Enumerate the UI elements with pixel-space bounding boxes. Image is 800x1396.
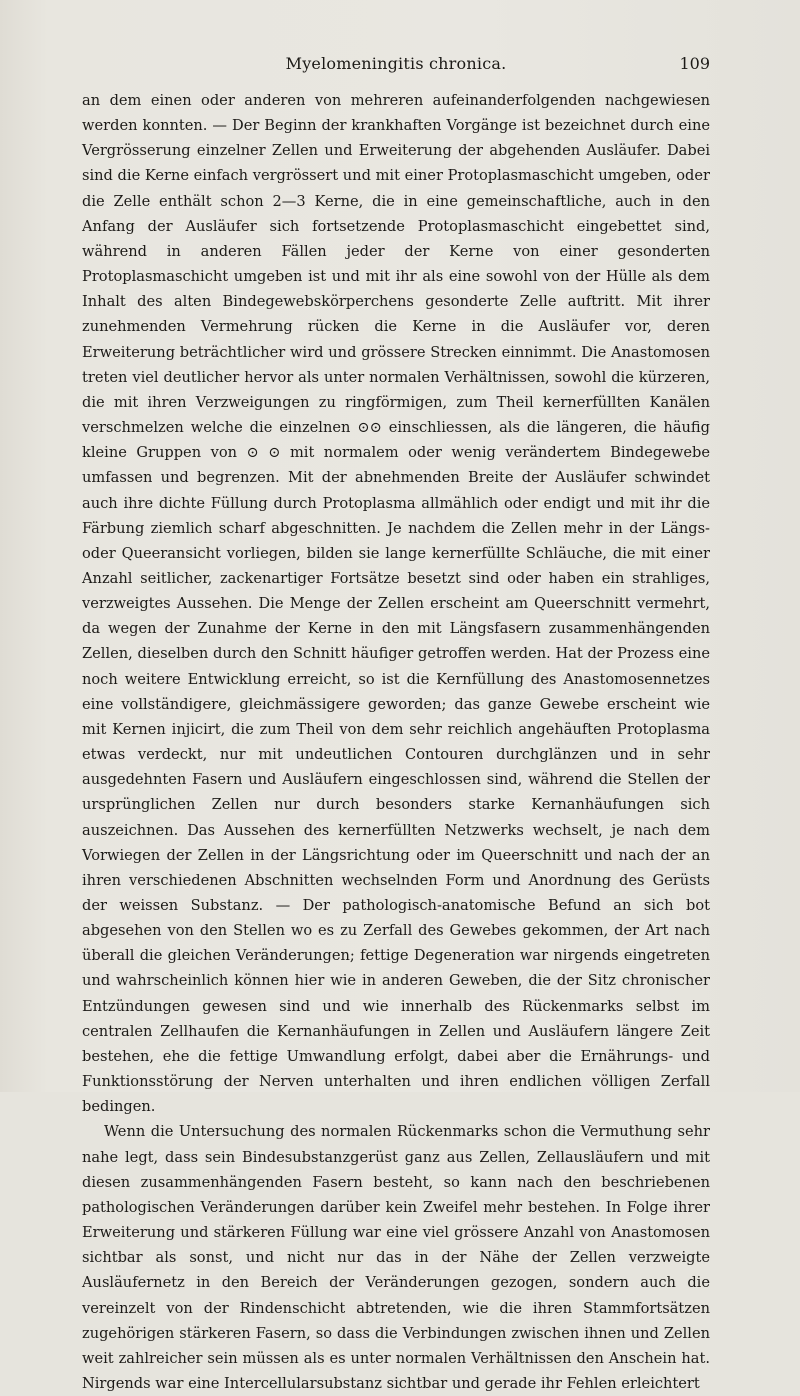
paragraph-continuation: an dem einen oder anderen von mehreren aufeinanderfolgenden nachgewiesen werden konnten. — Der Beginn der krankhaften Vorgänge ist bezeichnet durch eine Vergrösserung einzelner Zellen und Erweiterung der abgehenden Ausläufer. Dabei sind die Kerne einfach vergrössert und mit einer Protoplasmaschicht umgeben, oder die Zelle enthält schon 2—3 Kerne, die in eine gemeinschaftliche, auch in den Anfang der Ausläufer sich fortsetzende Protoplasmaschicht eingebettet sind, während in anderen Fällen jeder der Kerne von einer gesonderten Protoplasmaschicht umgeben ist und mit ihr als eine sowohl von der Hülle als dem Inhalt des alten Bindegewebskörperchens gesonderte Zelle auftritt. Mit ihrer zunehmenden Vermehrung rücken die Kerne in die Ausläufer vor, deren Erweiterung beträchtlicher wird und grössere Strecken einnimmt. Die Anastomosen treten viel deutlicher hervor als unter normalen Verhältnissen, sowohl die kürzeren, die mit ihren Verzweigungen zu ringförmigen, zum Theil kernerfüllten Kanälen verschmelzen welche die einzelnen ⊙⊙ einschliessen, als die längeren, die häufig kleine Gruppen von ⊙ ⊙ mit normalem oder wenig verändertem Bindegewebe umfassen und begrenzen. Mit der abnehmenden Breite der Ausläufer schwindet auch ihre dichte Füllung durch Protoplasma allmählich oder endigt und mit ihr die Färbung ziemlich scharf abgeschnitten. Je nachdem die Zellen mehr in der Längs- oder Queeransicht vorliegen, bilden sie lange kernerfüllte Schläuche, die mit einer Anzahl seitlicher, zackenartiger Fortsätze besetzt sind oder haben ein strahliges, verzweigtes Aussehen. Die Menge der Zellen erscheint am Queerschnitt vermehrt, da wegen der Zunahme der Kerne in den mit Längsfasern zusammenhängenden Zellen, dieselben durch den Schnitt häufiger getroffen werden. Hat der Prozess eine noch weitere Entwicklung erreicht, so ist die Kernfüllung des Anastomosennetzes eine vollständigere, gleichmässigere geworden; das ganze Gewebe erscheint wie mit Kernen injicirt, die zum Theil von dem sehr reichlich angehäuften Protoplasma etwas verdeckt, nur mit undeutlichen Contouren durchglänzen und in sehr ausgedehnten Fasern und Ausläufern eingeschlossen sind, während die Stellen der ursprünglichen Zellen nur durch besonders starke Kernanhäufungen sich auszeichnen. Das Aussehen des kernerfüllten Netzwerks wechselt, je nach dem Vorwiegen der Zellen in der Längsrichtung oder im Queerschnitt und nach der an ihren verschiedenen Abschnitten wechselnden Form und Anordnung des Gerüsts der weissen Substanz. — Der pathologisch-anatomische Befund an sich bot abgesehen von den Stellen wo es zu Zerfall des Gewebes gekommen, der Art nach überall die gleichen Veränderungen; fettige Degeneration war nirgends eingetreten und wahrscheinlich können hier wie in anderen Geweben, die der Sitz chronischer Entzündungen gewesen sind und wie innerhalb des Rückenmarks selbst im centralen Zellhaufen die Kernanhäufungen in Zellen und Ausläufern längere Zeit bestehen, ehe die fettige Umwandlung erfolgt, dabei aber die Ernährungs- und Funktionsstörung der Nerven unterhalten und ihren endlichen völligen Zerfall bedingen. — [82, 92, 710, 1116]
page-number: 109 — [679, 54, 710, 73]
body-text — [82, 88, 710, 1396]
running-title: Myelomeningitis chronica. — [285, 54, 507, 73]
running-head — [82, 54, 710, 78]
paragraph: Wenn die Untersuchung des normalen Rückenmarks schon die Vermuthung sehr nahe legt, dass sein Bindesubstanzgerüst ganz aus Zellen, Zellausläufern und mit diesen zusammenhängenden Fasern besteht, so kann nach den beschriebenen pathologischen Veränderungen darüber kein Zweifel mehr bestehen. In Folge ihrer Erweiterung und stärkeren Füllung war eine viel grössere Anzahl von Anastomosen sichtbar als sonst, und nicht nur das in der Nähe der Zellen verzweigte Ausläufernetz in den Bereich der Veränderungen gezogen, sondern auch die vereinzelt von der Rindenschicht abtretenden, wie die ihren Stammfortsätzen zugehörigen stärkeren Fasern, so dass die Verbindungen zwischen ihnen und Zellen weit zahlreicher sein müssen als es unter normalen Verhältnissen den Anschein hat. Nirgends war eine Intercellularsubstanz sichtbar und gerade ihr Fehlen erleichtert — [82, 1123, 710, 1392]
